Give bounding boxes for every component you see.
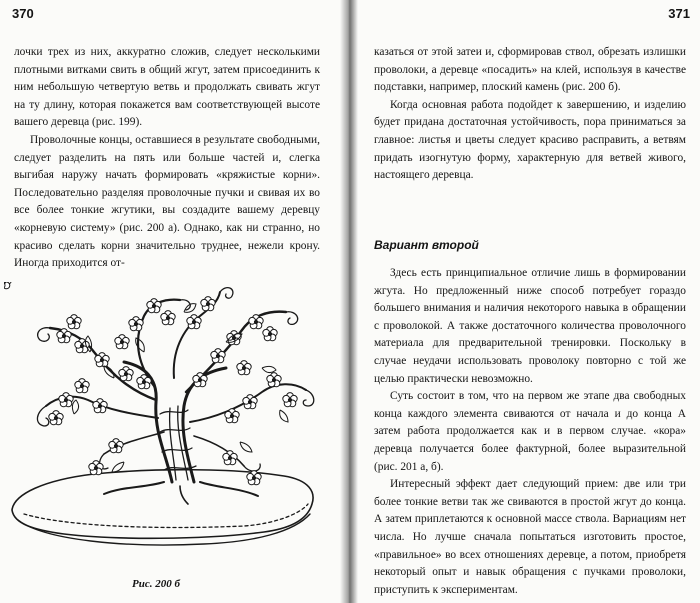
page-number-right: 371 (668, 6, 690, 21)
page-number-left: 370 (12, 6, 34, 21)
left-paragraph-2: Проволочные концы, оставшиеся в результате свободными, следует разделить на пять или больше частей и, слегка выгибая наружу начать формировать «кряжистые корни». Последовательно разделяя проволочные пучки и свивая их во все более тонкие жгутики, вы создадите вашему деревцу «корневую систему» (рис. 200 а). Однако, как ни странно, но красиво сделать корни значительно труднее, нежели крону. Иногда приходится от- (14, 133, 320, 270)
figure-caption: Рис. 200 б (132, 578, 180, 590)
left-paragraph-1: лочки трех из них, аккуратно сложив, следует несколькими плотными витками свить в общий жгут, затем присоединить к ним небольшую четвертую ветвь и продолжать свивать жгут на ту длину, которая покажется вам соответствующей высоте вашего деревца (рис. 199). (14, 46, 320, 129)
right-paragraph-4: Суть состоит в том, что на первом же этапе два свободных конца каждого элемента свиваются от начала и до конца А затем работа продолжается как и в первом случае. «кора» деревца получается более фактурной, более выразительной (рис. 201 а, б). (374, 390, 686, 473)
right-paragraph-5: Интересный эффект дает следующий прием: две или три более тонкие ветви так же свиваются в простой жгут до конца. А затем приплетаются к основной массе ствола. Вариациям нет числа. Но лучше сначала попытаться изготовить простое, «правильное» во всех отношениях деревце, а потом, приобретя некоторый опыт и навык обращения с пучками проволоки, приступить к экспериментам. (374, 478, 686, 596)
right-paragraph-1: казаться от этой затеи и, сформировав ствол, обрезать излишки проволоки, а деревце «посадить» на клей, используя в качестве подставки, например, плоский камень (рис. 200 б). (374, 46, 686, 94)
wire-bonsai-illustration (4, 282, 324, 572)
right-paragraph-2: Когда основная работа подойдет к завершению, и изделию будет придана достаточная устойчивость, пора приниматься за главное: листья и цветы следует красиво расправить, а ветвям придать изогнутую форму, характерную для ветвей живого, настоящего деревца. (374, 98, 686, 182)
left-page-text (14, 44, 320, 273)
right-page-text-top (374, 44, 686, 185)
section-heading: Вариант второй (374, 238, 479, 252)
right-page-text-bottom (374, 265, 686, 599)
right-paragraph-3: Здесь есть принципиальное отличие лишь в формировании жгута. Но предложенный ниже способ потребует гораздо большего внимания и наличия некоторого навыка в обращении с проволокой. А также достаточного количества проволочного материала для предварительной тренировки. Поскольку в случае неудачи использовать проволоку повторно с той же целью практически невозможно. (374, 267, 686, 385)
